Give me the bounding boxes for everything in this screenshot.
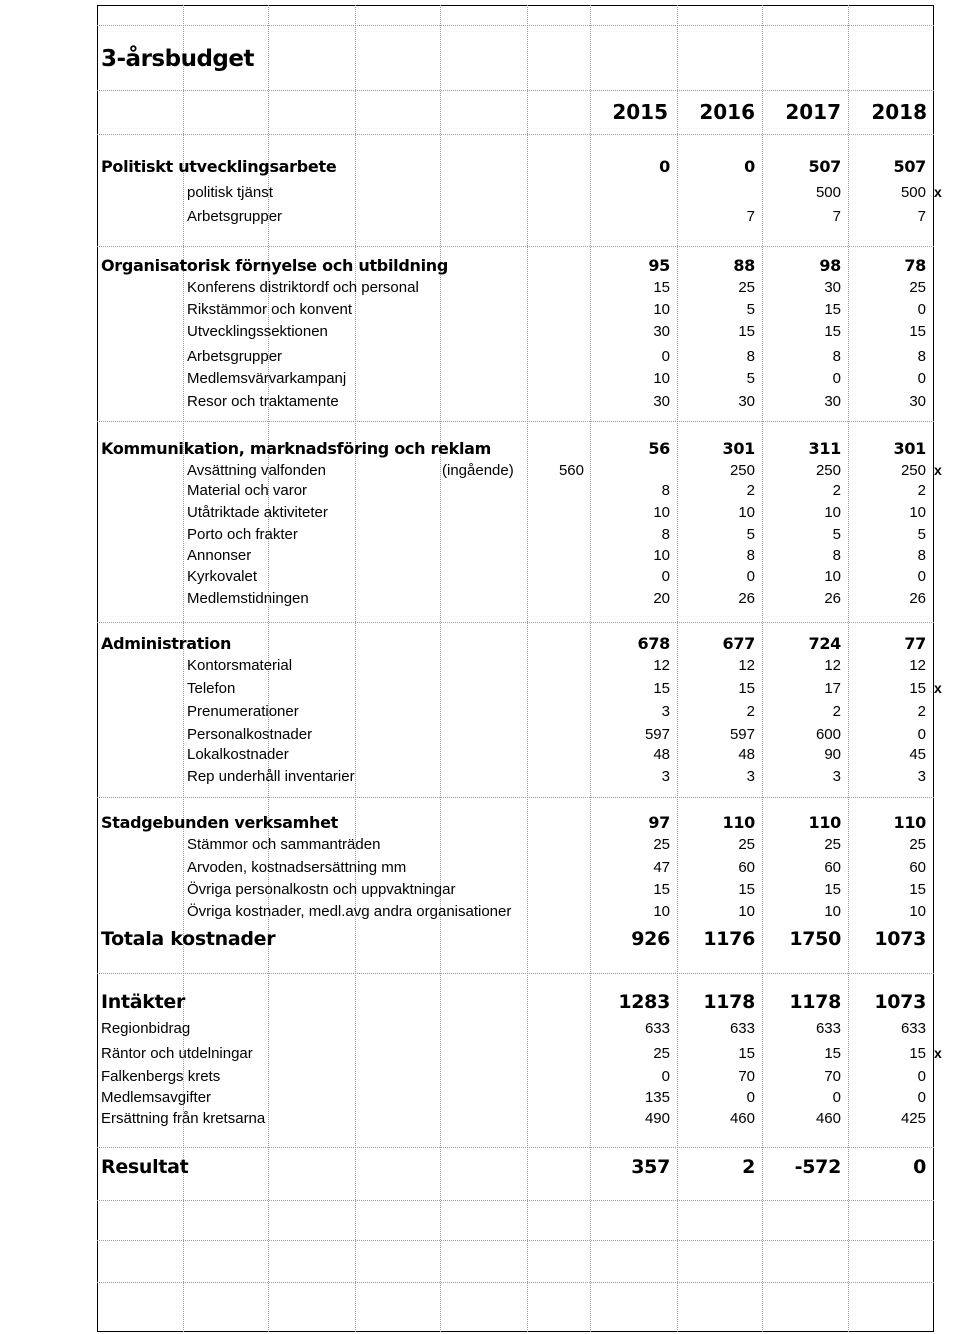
- grid-line: [97, 1147, 934, 1148]
- value-cell-2016: 30: [738, 393, 755, 410]
- row-mark: x: [934, 1045, 942, 1061]
- value-cell-2016: 15: [738, 1045, 755, 1062]
- value-cell-2018: 8: [917, 547, 926, 564]
- value-cell-2018: 500: [900, 184, 926, 201]
- value-cell-2015: 597: [644, 726, 670, 743]
- value-cell-2015: 678: [637, 634, 670, 653]
- year-header: 2017: [785, 100, 841, 124]
- value-cell-2016: 10: [738, 504, 755, 521]
- value-cell-2017: 98: [819, 256, 841, 275]
- value-cell-2017: 311: [808, 439, 841, 458]
- value-cell-2018: 8: [917, 348, 926, 365]
- table-row: [0, 323, 960, 344]
- value-cell-2017: 8: [832, 547, 841, 564]
- value-cell-2016: 5: [746, 526, 755, 543]
- row-label: Övriga kostnader, medl.avg andra organisationer: [187, 903, 512, 920]
- table-row: [0, 504, 960, 525]
- table-row: [0, 279, 960, 300]
- value-cell-2016: 25: [738, 279, 755, 296]
- section-label: Kommunikation, marknadsföring och reklam: [101, 439, 492, 458]
- row-label: Medlemsavgifter: [101, 1089, 212, 1106]
- table-row: [0, 568, 960, 589]
- row-label: Prenumerationer: [187, 703, 299, 720]
- row-label: Annonser: [187, 547, 252, 564]
- row-label: Resor och traktamente: [187, 393, 339, 410]
- table-row: [0, 1089, 960, 1110]
- value-cell-2018: 30: [909, 393, 926, 410]
- table-row: [0, 657, 960, 678]
- grid-line: [97, 973, 934, 974]
- value-cell-2017: 15: [824, 881, 841, 898]
- value-cell-2018: 5: [917, 526, 926, 543]
- value-cell-2015: 10: [653, 547, 670, 564]
- value-cell-2015: 47: [653, 859, 670, 876]
- value-cell-2016: 0: [746, 1089, 755, 1106]
- value-cell-2016: 60: [738, 859, 755, 876]
- value-cell-2017: 7: [832, 208, 841, 225]
- value-cell-2015: 633: [644, 1020, 670, 1037]
- table-row: [0, 1045, 960, 1066]
- row-label: Konferens distriktordf och personal: [187, 279, 419, 296]
- value-cell-2018: 60: [909, 859, 926, 876]
- value-cell-2018: 0: [917, 1068, 926, 1085]
- value-cell-2018: 7: [917, 208, 926, 225]
- table-row: [0, 1068, 960, 1089]
- row-label: Arbetsgrupper: [187, 208, 283, 225]
- value-cell-2018: 110: [893, 813, 926, 832]
- value-cell-2018: 2: [917, 482, 926, 499]
- value-cell-2018: 0: [917, 301, 926, 318]
- row-label: Porto och frakter: [187, 526, 298, 543]
- value-cell-2015: 15: [653, 881, 670, 898]
- value-cell-2017: 10: [824, 568, 841, 585]
- value-cell-2017: 507: [808, 157, 841, 176]
- value-cell-2015: 8: [661, 526, 670, 543]
- value-cell-2018: 26: [909, 590, 926, 607]
- value-cell-2017: 633: [815, 1020, 841, 1037]
- section-label: Organisatorisk förnyelse och utbildning: [101, 256, 449, 275]
- value-cell-2016: 1178: [703, 991, 755, 1013]
- value-cell-2018: 3: [917, 768, 926, 785]
- value-cell-2015: 30: [653, 393, 670, 410]
- table-row: [0, 703, 960, 724]
- grid-line: [97, 1282, 934, 1283]
- value-cell-2016: 2: [746, 703, 755, 720]
- row-label: Kyrkovalet: [187, 568, 258, 585]
- table-row: [0, 184, 960, 205]
- grid-line: [97, 1240, 934, 1241]
- grid-line: [97, 246, 934, 247]
- value-cell-2017: 500: [815, 184, 841, 201]
- row-label: Stämmor och sammanträden: [187, 836, 381, 853]
- value-cell-2018: 1073: [874, 991, 926, 1013]
- value-cell-2015: 357: [631, 1156, 670, 1178]
- value-cell-2017: 30: [824, 393, 841, 410]
- value-cell-2018: 45: [909, 746, 926, 763]
- year-header: 2015: [612, 100, 668, 124]
- value-cell-2017: 12: [824, 657, 841, 674]
- row-label: Räntor och utdelningar: [101, 1045, 253, 1062]
- value-cell-2016: 12: [738, 657, 755, 674]
- value-cell-2015: 25: [653, 1045, 670, 1062]
- value-cell-2016: 2: [746, 482, 755, 499]
- value-cell-2017: -572: [794, 1156, 841, 1178]
- row-label: Falkenbergs krets: [101, 1068, 221, 1085]
- value-cell-2017: 15: [824, 323, 841, 340]
- page-title: 3-årsbudget: [101, 46, 254, 72]
- section-row: [0, 256, 960, 277]
- table-row: [0, 393, 960, 414]
- value-cell-2015: 15: [653, 680, 670, 697]
- row-mark: x: [934, 184, 942, 200]
- value-cell-2015: 0: [661, 568, 670, 585]
- table-row: [0, 881, 960, 902]
- total-row: [0, 991, 960, 1012]
- value-cell-2018: 250: [900, 462, 926, 479]
- value-cell-2018: 507: [893, 157, 926, 176]
- row-mark: x: [934, 462, 942, 478]
- value-cell-2015: 490: [644, 1110, 670, 1127]
- value-cell-2015: 56: [648, 439, 670, 458]
- table-row: [0, 1020, 960, 1041]
- value-cell-2017: 17: [824, 680, 841, 697]
- row-label: Rikstämmor och konvent: [187, 301, 353, 318]
- table-row: [0, 746, 960, 767]
- section-row: [0, 157, 960, 178]
- value-cell-2018: 12: [909, 657, 926, 674]
- table-row: [0, 482, 960, 503]
- value-cell-2016: 8: [746, 348, 755, 365]
- value-cell-2018: 25: [909, 279, 926, 296]
- row-label: Medlemsvärvarkampanj: [187, 370, 347, 387]
- value-cell-2015: 10: [653, 504, 670, 521]
- value-cell-2016: 1176: [703, 928, 755, 950]
- value-cell-2016: 8: [746, 547, 755, 564]
- value-cell-2015: 926: [631, 928, 670, 950]
- value-cell-2018: 301: [893, 439, 926, 458]
- value-cell-2017: 1178: [789, 991, 841, 1013]
- value-cell-2015: 95: [648, 256, 670, 275]
- table-row: [0, 590, 960, 611]
- opening-value: 560: [558, 462, 584, 479]
- table-row: [0, 836, 960, 857]
- value-cell-2016: 5: [746, 370, 755, 387]
- value-cell-2017: 70: [824, 1068, 841, 1085]
- grid-line: [97, 797, 934, 798]
- value-cell-2017: 90: [824, 746, 841, 763]
- table-row: [0, 348, 960, 369]
- row-label: Utåtriktade aktiviteter: [187, 504, 328, 521]
- value-cell-2018: 25: [909, 836, 926, 853]
- row-label: politisk tjänst: [187, 184, 273, 201]
- table-row: [0, 859, 960, 880]
- row-label: Material och varor: [187, 482, 308, 499]
- value-cell-2016: 15: [738, 323, 755, 340]
- value-cell-2017: 5: [832, 526, 841, 543]
- value-cell-2018: 633: [900, 1020, 926, 1037]
- total-row: [0, 1156, 960, 1177]
- value-cell-2018: 15: [909, 680, 926, 697]
- value-cell-2017: 15: [824, 301, 841, 318]
- section-row: [0, 813, 960, 834]
- value-cell-2015: 10: [653, 370, 670, 387]
- value-cell-2017: 8: [832, 348, 841, 365]
- value-cell-2016: 15: [738, 881, 755, 898]
- value-cell-2018: 1073: [874, 928, 926, 950]
- row-label: Personalkostnader: [187, 726, 313, 743]
- value-cell-2017: 25: [824, 836, 841, 853]
- table-row: [0, 462, 960, 483]
- value-cell-2015: 0: [661, 348, 670, 365]
- grid-line: [97, 622, 934, 623]
- value-cell-2017: 110: [808, 813, 841, 832]
- value-cell-2017: 30: [824, 279, 841, 296]
- value-cell-2018: 0: [917, 370, 926, 387]
- row-label: Resultat: [101, 1156, 189, 1178]
- grid-line: [97, 421, 934, 422]
- value-cell-2015: 0: [659, 157, 670, 176]
- value-cell-2016: 25: [738, 836, 755, 853]
- table-row: [0, 526, 960, 547]
- value-cell-2016: 3: [746, 768, 755, 785]
- table-row: [0, 1110, 960, 1131]
- value-cell-2017: 600: [815, 726, 841, 743]
- value-cell-2016: 597: [729, 726, 755, 743]
- value-cell-2018: 0: [913, 1156, 926, 1178]
- value-cell-2017: 250: [815, 462, 841, 479]
- grid-line: [97, 90, 934, 91]
- section-label: Politiskt utvecklingsarbete: [101, 157, 337, 176]
- value-cell-2015: 0: [661, 1068, 670, 1085]
- opening-label: (ingående): [442, 462, 514, 479]
- grid-line: [97, 1200, 934, 1201]
- value-cell-2016: 677: [722, 634, 755, 653]
- total-row: [0, 928, 960, 949]
- section-label: Administration: [101, 634, 232, 653]
- value-cell-2018: 15: [909, 323, 926, 340]
- row-label: Utvecklingssektionen: [187, 323, 328, 340]
- value-cell-2016: 15: [738, 680, 755, 697]
- row-label: Regionbidrag: [101, 1020, 191, 1037]
- value-cell-2016: 48: [738, 746, 755, 763]
- value-cell-2015: 20: [653, 590, 670, 607]
- value-cell-2017: 2: [832, 482, 841, 499]
- value-cell-2015: 12: [653, 657, 670, 674]
- value-cell-2017: 15: [824, 1045, 841, 1062]
- year-header: 2016: [699, 100, 755, 124]
- table-row: [0, 726, 960, 747]
- value-cell-2017: 2: [832, 703, 841, 720]
- value-cell-2017: 10: [824, 903, 841, 920]
- value-cell-2017: 1750: [789, 928, 841, 950]
- table-row: [0, 208, 960, 229]
- value-cell-2018: 425: [900, 1110, 926, 1127]
- value-cell-2016: 70: [738, 1068, 755, 1085]
- value-cell-2018: 78: [904, 256, 926, 275]
- value-cell-2016: 5: [746, 301, 755, 318]
- value-cell-2018: 0: [917, 568, 926, 585]
- value-cell-2018: 15: [909, 881, 926, 898]
- row-label: Totala kostnader: [101, 928, 276, 950]
- value-cell-2018: 77: [904, 634, 926, 653]
- grid-line: [97, 134, 934, 135]
- table-row: [0, 547, 960, 568]
- value-cell-2017: 460: [815, 1110, 841, 1127]
- value-cell-2016: 633: [729, 1020, 755, 1037]
- section-row: [0, 439, 960, 460]
- row-label: Kontorsmaterial: [187, 657, 293, 674]
- row-label: Arbetsgrupper: [187, 348, 283, 365]
- grid-line: [97, 25, 934, 26]
- value-cell-2017: 26: [824, 590, 841, 607]
- value-cell-2015: 10: [653, 903, 670, 920]
- value-cell-2015: 48: [653, 746, 670, 763]
- row-label: Medlemstidningen: [187, 590, 309, 607]
- value-cell-2016: 7: [746, 208, 755, 225]
- row-mark: x: [934, 680, 942, 696]
- value-cell-2015: 8: [661, 482, 670, 499]
- value-cell-2016: 0: [746, 568, 755, 585]
- table-row: [0, 903, 960, 924]
- row-label: Arvoden, kostnadsersättning mm: [187, 859, 407, 876]
- table-row: [0, 301, 960, 322]
- row-label: Övriga personalkostn och uppvaktningar: [187, 881, 456, 898]
- value-cell-2017: 724: [808, 634, 841, 653]
- value-cell-2018: 0: [917, 726, 926, 743]
- value-cell-2015: 1283: [618, 991, 670, 1013]
- value-cell-2017: 60: [824, 859, 841, 876]
- value-cell-2016: 460: [729, 1110, 755, 1127]
- row-label: Intäkter: [101, 991, 186, 1013]
- row-label: Rep underhåll inventarier: [187, 768, 355, 785]
- value-cell-2017: 0: [832, 370, 841, 387]
- value-cell-2017: 0: [832, 1089, 841, 1106]
- section-row: [0, 634, 960, 655]
- value-cell-2018: 15: [909, 1045, 926, 1062]
- value-cell-2016: 26: [738, 590, 755, 607]
- year-header: 2018: [871, 100, 927, 124]
- value-cell-2015: 30: [653, 323, 670, 340]
- value-cell-2015: 15: [653, 279, 670, 296]
- value-cell-2015: 97: [648, 813, 670, 832]
- value-cell-2015: 3: [661, 768, 670, 785]
- value-cell-2016: 250: [729, 462, 755, 479]
- value-cell-2017: 3: [832, 768, 841, 785]
- value-cell-2016: 110: [722, 813, 755, 832]
- value-cell-2016: 10: [738, 903, 755, 920]
- value-cell-2018: 10: [909, 504, 926, 521]
- value-cell-2015: 3: [661, 703, 670, 720]
- row-label: Avsättning valfonden: [187, 462, 326, 479]
- value-cell-2015: 10: [653, 301, 670, 318]
- value-cell-2018: 10: [909, 903, 926, 920]
- table-row: [0, 370, 960, 391]
- value-cell-2016: 2: [742, 1156, 755, 1178]
- value-cell-2017: 10: [824, 504, 841, 521]
- value-cell-2018: 0: [917, 1089, 926, 1106]
- value-cell-2015: 25: [653, 836, 670, 853]
- value-cell-2016: 88: [733, 256, 755, 275]
- value-cell-2016: 0: [744, 157, 755, 176]
- table-row: [0, 768, 960, 789]
- value-cell-2018: 2: [917, 703, 926, 720]
- section-label: Stadgebunden verksamhet: [101, 813, 339, 832]
- row-label: Ersättning från kretsarna: [101, 1110, 266, 1127]
- value-cell-2015: 135: [644, 1089, 670, 1106]
- value-cell-2016: 301: [722, 439, 755, 458]
- table-row: [0, 680, 960, 701]
- row-label: Telefon: [187, 680, 236, 697]
- row-label: Lokalkostnader: [187, 746, 289, 763]
